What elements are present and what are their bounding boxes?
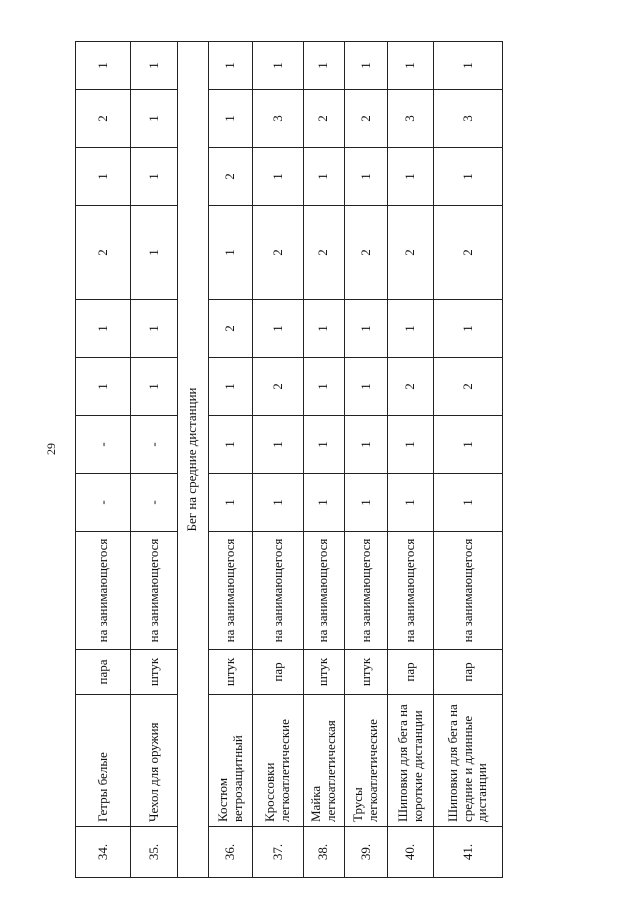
item-name: Шиповки для бега на средние и длинные дистанции	[434, 695, 503, 827]
unit-cell: пар	[434, 650, 503, 695]
quantity-cell: 1	[208, 42, 253, 90]
item-name: Чехол для оружия	[131, 695, 178, 827]
quantity-cell: 2	[388, 358, 434, 416]
quantity-cell: 1	[76, 148, 131, 206]
quantity-cell: 1	[131, 300, 178, 358]
per-whom-cell: на занимающегося	[303, 532, 345, 650]
quantity-cell: 1	[303, 42, 345, 90]
unit-cell: штук	[131, 650, 178, 695]
quantity-cell: 2	[345, 206, 388, 300]
quantity-cell: 1	[208, 358, 253, 416]
table-row	[131, 42, 178, 878]
quantity-cell: 2	[345, 90, 388, 148]
quantity-cell: 1	[131, 358, 178, 416]
quantity-cell: 1	[303, 300, 345, 358]
quantity-cell: 3	[434, 90, 503, 148]
quantity-cell: 1	[345, 358, 388, 416]
quantity-cell: 1	[208, 90, 253, 148]
quantity-cell: 1	[388, 474, 434, 532]
table-row	[303, 42, 345, 878]
quantity-cell: 1	[345, 42, 388, 90]
quantity-cell: 1	[434, 300, 503, 358]
row-number: 36.	[208, 827, 253, 878]
table-row	[76, 42, 131, 878]
row-number: 39.	[345, 827, 388, 878]
table-row	[208, 42, 253, 878]
row-number: 41.	[434, 827, 503, 878]
per-whom-cell: на занимающегося	[434, 532, 503, 650]
quantity-cell: 1	[253, 474, 303, 532]
per-whom-cell: на занимающегося	[208, 532, 253, 650]
quantity-cell: 1	[76, 300, 131, 358]
per-whom-cell: на занимающегося	[388, 532, 434, 650]
document-table-area	[75, 42, 503, 878]
quantity-cell: 1	[388, 42, 434, 90]
row-number: 40.	[388, 827, 434, 878]
quantity-cell: 2	[76, 90, 131, 148]
quantity-cell: 1	[434, 416, 503, 474]
unit-cell: пара	[76, 650, 131, 695]
quantity-cell: 1	[131, 148, 178, 206]
quantity-cell: 1	[434, 474, 503, 532]
item-name: Майка легкоатлетическая	[303, 695, 345, 827]
quantity-cell: 1	[253, 42, 303, 90]
unit-cell: штук	[345, 650, 388, 695]
quantity-cell: 2	[434, 206, 503, 300]
quantity-cell: 2	[253, 358, 303, 416]
quantity-cell: 1	[388, 416, 434, 474]
section-title: Бег на средние дистанции	[178, 42, 208, 878]
item-name: Кроссовки легкоатлетические	[253, 695, 303, 827]
unit-cell: штук	[303, 650, 345, 695]
quantity-cell: 3	[253, 90, 303, 148]
table-row	[253, 42, 303, 878]
quantity-cell: 2	[303, 206, 345, 300]
unit-cell: пар	[388, 650, 434, 695]
quantity-cell: 1	[345, 416, 388, 474]
quantity-cell: 1	[208, 206, 253, 300]
row-number: 35.	[131, 827, 178, 878]
quantity-cell: 2	[434, 358, 503, 416]
quantity-cell: 1	[208, 416, 253, 474]
quantity-cell: -	[76, 474, 131, 532]
quantity-cell: 1	[303, 416, 345, 474]
quantity-cell: 1	[131, 206, 178, 300]
quantity-cell: 2	[388, 206, 434, 300]
quantity-cell: 1	[434, 42, 503, 90]
quantity-cell: -	[131, 416, 178, 474]
per-whom-cell: на занимающегося	[253, 532, 303, 650]
quantity-cell: 1	[76, 358, 131, 416]
quantity-cell: 1	[434, 148, 503, 206]
quantity-cell: 1	[345, 474, 388, 532]
quantity-cell: 1	[253, 148, 303, 206]
quantity-cell: 1	[131, 42, 178, 90]
table-row	[345, 42, 388, 878]
quantity-cell: 2	[253, 206, 303, 300]
quantity-cell: -	[131, 474, 178, 532]
quantity-cell: -	[76, 416, 131, 474]
item-name: Костюм ветрозащитный	[208, 695, 253, 827]
item-name: Гетры белые	[76, 695, 131, 827]
quantity-cell: 1	[253, 300, 303, 358]
quantity-cell: 2	[303, 90, 345, 148]
quantity-cell: 2	[76, 206, 131, 300]
table-row	[388, 42, 434, 878]
row-number: 34.	[76, 827, 131, 878]
item-name: Шиповки для бега на короткие дистанции	[388, 695, 434, 827]
unit-cell: штук	[208, 650, 253, 695]
per-whom-cell: на занимающегося	[345, 532, 388, 650]
item-name: Трусы легкоатлетические	[345, 695, 388, 827]
quantity-cell: 1	[388, 148, 434, 206]
quantity-cell: 2	[208, 300, 253, 358]
per-whom-cell: на занимающегося	[76, 532, 131, 650]
quantity-cell: 1	[76, 42, 131, 90]
table-row	[434, 42, 503, 878]
row-number: 37.	[253, 827, 303, 878]
quantity-cell: 2	[208, 148, 253, 206]
quantity-cell: 1	[345, 148, 388, 206]
quantity-cell: 1	[303, 148, 345, 206]
per-whom-cell: на занимающегося	[131, 532, 178, 650]
unit-cell: пар	[253, 650, 303, 695]
quantity-cell: 1	[345, 300, 388, 358]
quantity-cell: 1	[303, 358, 345, 416]
quantity-cell: 1	[253, 416, 303, 474]
quantity-cell: 1	[131, 90, 178, 148]
row-number: 38.	[303, 827, 345, 878]
quantity-cell: 1	[388, 300, 434, 358]
page-number: 29	[44, 443, 58, 455]
quantity-cell: 1	[208, 474, 253, 532]
quantity-cell: 3	[388, 90, 434, 148]
quantity-cell: 1	[303, 474, 345, 532]
section-row	[178, 42, 208, 878]
equipment-table	[75, 41, 503, 878]
